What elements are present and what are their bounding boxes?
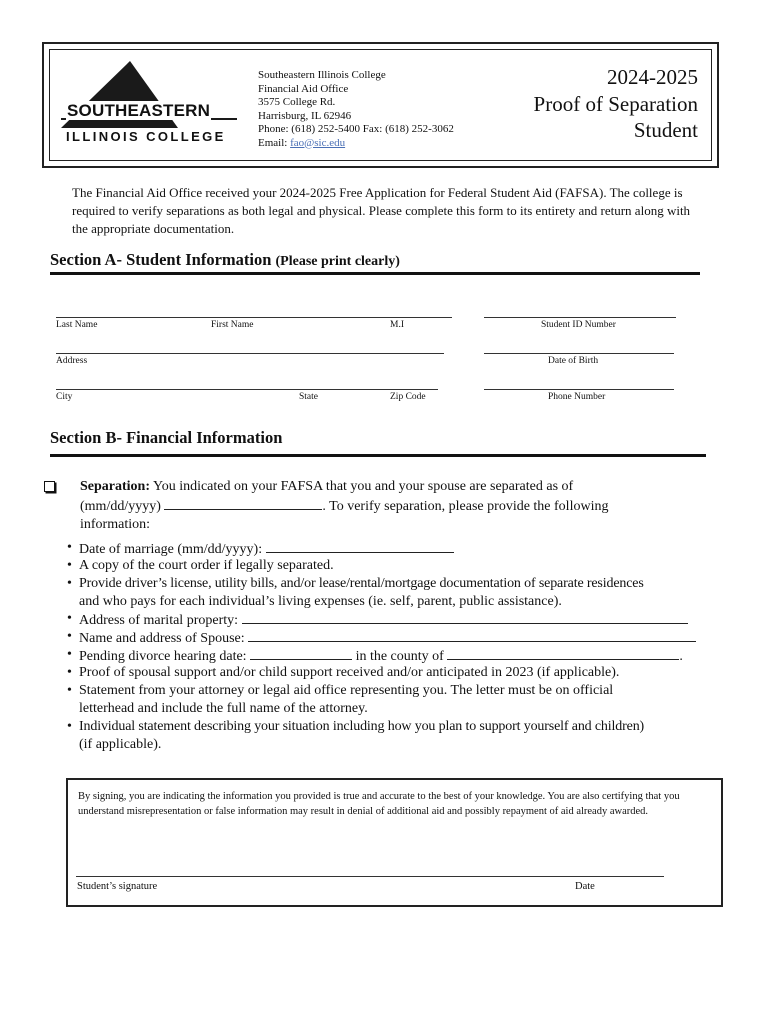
bullet-dot: • [67,611,72,626]
bullet-documentation [67,575,727,611]
bullet-court-order [67,557,707,575]
documentation-text-1: Provide driver’s license, utility bills, and/or lease/rental/mortgage documentation of separate residences [79,576,644,591]
county-blank[interactable] [447,646,679,660]
spouse-blank[interactable] [248,628,696,642]
separation-date-blank[interactable] [164,496,322,510]
intro-paragraph: The Financial Aid Office received your 2024-2025 Free Application for Federal Student Aid (FAFSA). The college is required to verify separations as both legal and physical. Please complete this form to its entirety and return along with the appropriate documentation. [72,185,691,236]
bullet-dot: • [67,665,72,680]
form-title [534,64,698,144]
last-name-label: Last Name [56,320,98,330]
address-label: Address [56,356,88,366]
separation-checkbox[interactable] [44,481,55,492]
college-name: Southeastern Illinois College [258,69,386,81]
marital-property-label: Address of marital property: [79,613,242,628]
address-field-line[interactable] [56,353,444,354]
college-logo [58,58,242,150]
bullet-divorce-hearing [67,646,727,664]
city-state-zip: Harrisburg, IL 62946 [258,109,352,122]
bullet-dot: • [67,540,72,555]
documentation-text-2: and who pays for each individual’s living expenses (ie. self, parent, public assistance). [79,593,562,609]
individual-text-2: (if applicable). [79,736,162,752]
email-link[interactable]: fao@sic.edu [290,136,346,149]
separation-line2b: . To verify separation, please provide the following [322,499,609,514]
separation-line1: You indicated on your FAFSA that you and your spouse are separated as of [150,479,574,494]
phone-label: Phone Number [548,392,606,402]
support-text: Proof of spousal support and/or child support received and/or anticipated in 2023 (if applicable). [79,665,620,680]
divorce-date-blank[interactable] [250,646,352,660]
bullet-individual-statement [67,718,727,754]
logo-line-1: SOUTHEASTERN [67,101,211,120]
form-title-line2: Student [633,118,698,142]
bullet-spouse [67,628,727,646]
bullet-dot: • [67,629,72,644]
bullet-dot: • [67,647,72,662]
separation-line3: information: [80,517,150,532]
separation-line2a: (mm/dd/yyyy) [80,499,165,514]
city-field-line[interactable] [56,389,438,390]
divorce-end: . [679,649,683,664]
section-a-subtitle: (Please print clearly) [275,254,400,269]
bullet-dot: • [67,719,72,734]
dob-field-line[interactable] [484,353,674,354]
individual-text-1: Individual statement describing your situation including how you plan to support yourself and children) [79,719,645,734]
marital-property-blank[interactable] [242,610,688,624]
spouse-label: Name and address of Spouse: [79,631,249,646]
section-b-heading: Section B- Financial Information [50,428,283,447]
student-id-label: Student ID Number [541,320,616,330]
form-title-year: 2024-2025 [607,65,698,89]
zip-label: Zip Code [390,392,426,402]
bullet-dot: • [67,576,72,591]
bullet-dot: • [67,558,72,573]
section-a-rule [50,272,700,275]
email-label: Email: [258,136,291,149]
college-contact-block [258,69,454,150]
signature-label: Student’s signature [77,881,158,892]
bullet-support [67,664,727,682]
section-b-rule [50,454,706,457]
email-row [258,137,454,151]
name-field-line[interactable] [56,317,452,318]
mi-label: M.I [390,320,404,330]
certification-text: By signing, you are indicating the information you provided is true and accurate to the best of your knowledge. You are also certifying that you understand misrepresentation or false information may result in denial of additional aid and possibly repayment of aid already awarded. [78,791,680,817]
attorney-text-1: Statement from your attorney or legal aid office representing you. The letter must be on official [79,683,614,698]
signature-line[interactable] [76,876,664,877]
separation-label: Separation: [80,479,150,494]
dob-label: Date of Birth [548,356,599,366]
phone-field-line[interactable] [484,389,674,390]
bullet-attorney [67,682,727,718]
section-a-heading [50,250,400,270]
bullet-dot: • [67,683,72,698]
student-id-field-line[interactable] [484,317,676,318]
phone-fax: Phone: (618) 252-5400 Fax: (618) 252-3062 [258,123,454,135]
first-name-label: First Name [211,320,254,330]
state-label: State [299,392,318,402]
marriage-date-blank[interactable] [266,539,454,553]
street-address: 3575 College Rd. [258,96,336,108]
section-a-title: Section A- Student Information [50,250,276,269]
form-title-line1: Proof of Separation [533,91,698,116]
court-order-text: A copy of the court order if legally separated. [79,558,334,573]
bullet-marriage-date [67,539,707,557]
office-name: Financial Aid Office [258,82,349,95]
date-label: Date [575,881,595,892]
logo-line-2: ILLINOIS COLLEGE [66,129,226,144]
marriage-date-label: Date of marriage (mm/dd/yyyy): [79,542,266,557]
divorce-date-label: Pending divorce hearing date: [79,649,251,664]
county-label: in the county of [352,649,448,664]
separation-paragraph [80,478,680,534]
city-label: City [56,392,73,402]
bullet-marital-property [67,610,727,628]
attorney-text-2: letterhead and include the full name of the attorney. [79,700,368,716]
